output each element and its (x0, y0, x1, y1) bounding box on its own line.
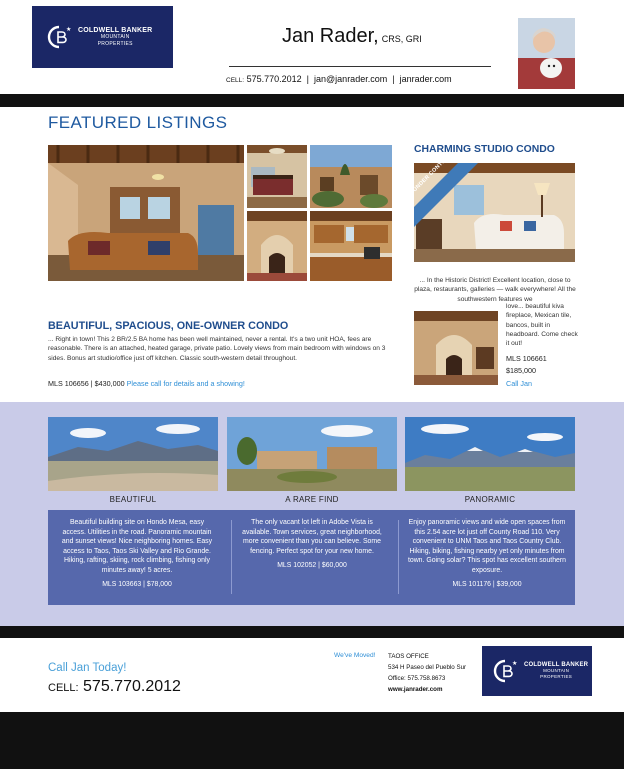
footer-cell-label: CELL: (48, 682, 79, 694)
bottom-black-band (0, 712, 624, 769)
cb-logo-icon (492, 658, 518, 684)
mid-black-band (0, 626, 624, 638)
footer-brand-logo (482, 646, 592, 696)
main-call-to-action[interactable]: Please call for details and a showing! (126, 379, 245, 388)
header-divider (229, 66, 491, 67)
condo-bedroom-photo[interactable] (247, 145, 307, 208)
agent-credentials: CRS, GRI (381, 34, 422, 44)
email-link[interactable]: jan@janrader.com (314, 74, 388, 84)
land-description-3: Enjoy panoramic views and wide open spaces from this 2.54 acre lot just off County Road 110. Very convenient to UNM Taos and Taos Country Club. Hiking, biking, fishing nearby yet only minutes from town. Going solar? This spot has excellent southern exposure. (407, 519, 567, 574)
studio-fireplace-photo[interactable] (414, 311, 498, 385)
svg-text:★: ★ (512, 660, 518, 667)
land-mls-2: MLS 102052 | $60,000 (277, 562, 347, 570)
footer-brand-name: COLDWELL BANKER (524, 662, 589, 669)
land-col-2 (228, 518, 396, 571)
featured-listings-title: FEATURED LISTINGS (48, 113, 228, 132)
footer-website-link[interactable]: www.janrader.com (388, 685, 443, 693)
condo-living-room-photo[interactable] (48, 145, 244, 281)
land-photo-panoramic[interactable] (405, 417, 575, 491)
office-phone[interactable]: Office: 575.758.8673 (388, 674, 446, 682)
office-name: TAOS OFFICE (388, 653, 429, 660)
land-col-1 (52, 518, 222, 590)
land-label-2: A RARE FIND (285, 495, 339, 504)
land-col-3 (402, 518, 572, 590)
condo-kitchen-photo[interactable] (310, 211, 392, 281)
land-mls-3: MLS 101176 | $39,000 (452, 581, 522, 589)
call-jan-today: Call Jan Today! (48, 662, 127, 674)
side-listing-price: $185,000 (506, 366, 536, 375)
side-listing-description-cont: love... beautiful kiva fireplace, Mexican tile, bancos, built in headboard. Come check it out! (506, 303, 578, 348)
land-label-1: BEAUTIFUL (109, 495, 157, 504)
we-moved-notice: We've Moved! (334, 652, 376, 659)
land-description-1: Beautiful building site on Hondo Mesa, easy access. Utilities in the road. Panoramic mountain and sunset views! Nice neighboring homes. Easy access to Taos, Taos Ski Valley and Rio Grande. Hiking, rafting, skiing, rock climbing, fishing only minutes away! 5 acres. (61, 519, 213, 574)
land-description-2: The only vacant lot left in Adobe Vista is available. Town services, great neighborhood, more convenient than you can believe. Some fencing. Perfect spot for your new home. (242, 519, 382, 555)
brand-sub-2: PROPERTIES (97, 40, 133, 47)
office-info (388, 652, 466, 695)
land-mls-1: MLS 103663 | $78,000 (102, 581, 172, 589)
footer-cell-phone[interactable]: 575.770.2012 (83, 678, 181, 695)
main-listing-mls (48, 379, 245, 388)
cb-logo-icon (46, 24, 72, 50)
side-listing-description: ... In the Historic District! Excellent location, close to plaza, restaurants, galleries — walk everywhere! All the southwestern features we (414, 277, 576, 303)
land-label-3: PANORAMIC (464, 495, 516, 504)
footer-brand-sub-2: PROPERTIES (540, 674, 573, 680)
footer-cell (48, 678, 181, 696)
top-black-band (0, 94, 624, 107)
side-listing-heading: CHARMING STUDIO CONDO (414, 144, 555, 155)
land-details-panel (48, 510, 575, 605)
side-listing-mls: MLS 106661 (506, 354, 547, 363)
land-photo-rare-find[interactable] (227, 417, 397, 491)
separator: | (306, 74, 310, 84)
studio-living-room-photo[interactable] (414, 163, 575, 262)
main-listing-description: ... Right in town! This 2 BR/2.5 BA home has been well maintained, never a rental. It's a two unit HOA, fees are reasonable. There is an attached, heated garage, private patio. Lovely views from main bedroom with windows on 3 sides. Bonus art studio/office just off kitchen. Classic south-western detail throughout. (48, 336, 386, 362)
website-link[interactable]: janrader.com (399, 74, 452, 84)
brand-sub-1: MOUNTAIN (100, 34, 130, 41)
svg-text:★: ★ (66, 26, 72, 33)
contact-line (226, 74, 452, 84)
condo-exterior-photo[interactable] (310, 145, 392, 208)
brand-logo (32, 6, 173, 68)
footer-brand-sub-1: MOUNTAIN (543, 668, 570, 674)
agent-name-text: Jan Rader, (282, 25, 379, 47)
office-address: 534 H Paseo del Pueblo Sur (388, 663, 467, 671)
agent-photo (518, 18, 575, 89)
condo-fireplace-photo[interactable] (247, 211, 307, 281)
brand-name: COLDWELL BANKER (78, 27, 153, 35)
agent-name (282, 25, 422, 48)
separator: | (392, 74, 395, 84)
cell-label: CELL: (226, 77, 245, 84)
main-mls-price: MLS 106656 | $430,000 (48, 379, 125, 388)
column-divider (398, 520, 399, 594)
side-call-jan[interactable]: Call Jan (506, 379, 532, 388)
land-photo-beautiful[interactable] (48, 417, 218, 491)
main-listing-heading: BEAUTIFUL, SPACIOUS, ONE-OWNER CONDO (48, 320, 289, 332)
cell-phone[interactable]: 575.770.2012 (246, 74, 302, 84)
